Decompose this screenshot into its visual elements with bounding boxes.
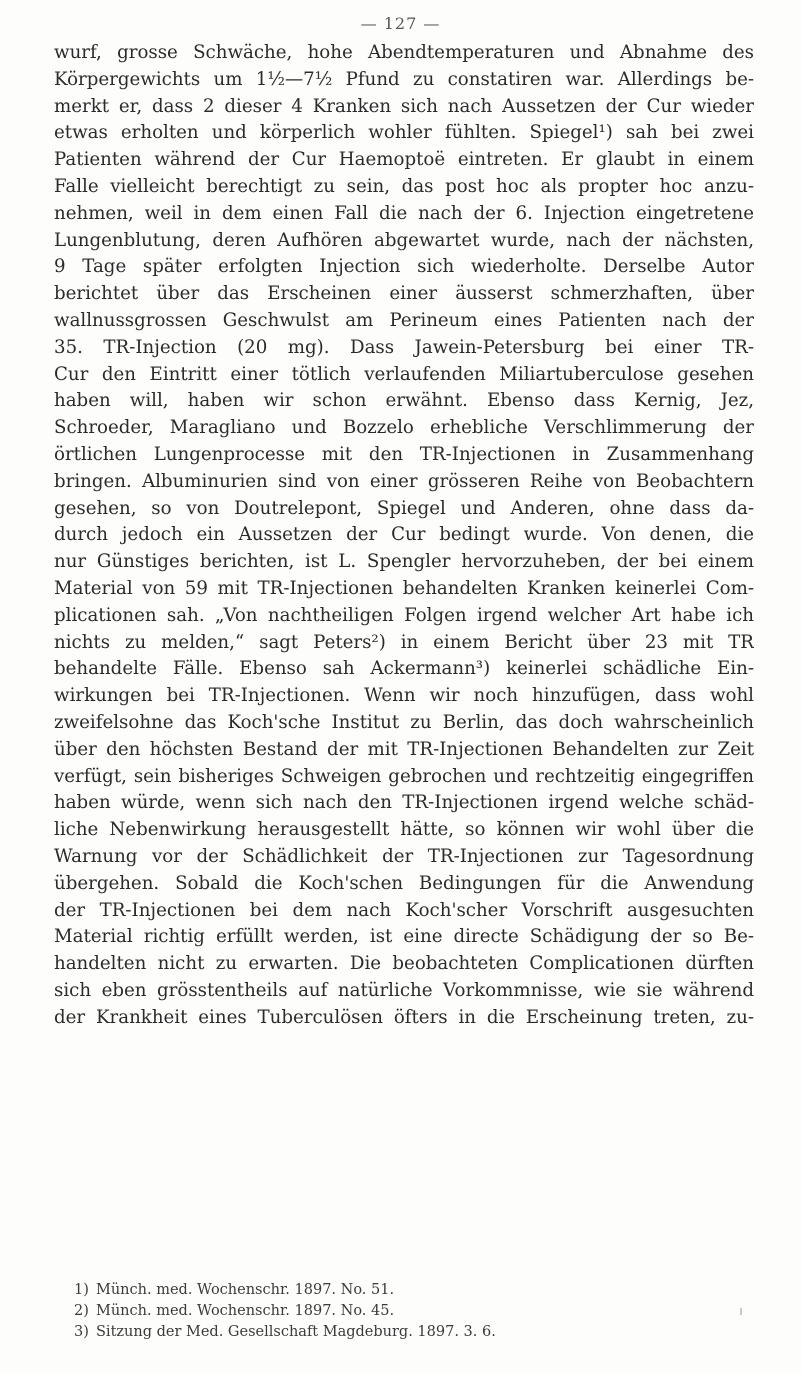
text-line: nur Günstiges berichten, ist L. Spengler hervorzuheben, der bei einem: [54, 551, 754, 573]
text-line: Schroeder, Maragliano und Bozzelo erhebliche Verschlimmerung der: [54, 417, 754, 439]
footnotes: [74, 1280, 634, 1343]
text-line: haben würde, wenn sich nach den TR-Injectionen irgend welche schäd-: [54, 792, 754, 814]
text-line: gesehen, so von Doutrelepont, Spiegel und Anderen, ohne dass da-: [54, 497, 754, 519]
text-line: Falle vielleicht berechtigt zu sein, das post hoc als propter hoc anzu-: [54, 175, 754, 197]
footnote: [74, 1322, 634, 1343]
text-line: Warnung vor der Schädlichkeit der TR-Injectionen zur Tagesordnung: [54, 845, 754, 867]
text-line: Lungenblutung, deren Aufhören abgewartet wurde, nach der nächsten,: [54, 229, 754, 251]
text-line: der Krankheit eines Tuberculösen öfters in die Erscheinung treten, zu-: [54, 1006, 754, 1028]
body-text: [54, 40, 754, 1031]
footnote: [74, 1301, 634, 1322]
text-line: durch jedoch ein Aussetzen der Cur bedingt wurde. Von denen, die: [54, 524, 754, 546]
text-line: örtlichen Lungenprocesse mit den TR-Injectionen in Zusammenhang: [54, 443, 754, 465]
text-line: zweifelsohne das Koch'sche Institut zu Berlin, das doch wahrscheinlich: [54, 711, 754, 733]
text-line: nehmen, weil in dem einen Fall die nach der 6. Injection eingetretene: [54, 202, 754, 224]
footnote-text: Sitzung der Med. Gesellschaft Magdeburg. 1897. 3. 6.: [96, 1324, 496, 1340]
text-line: 9 Tage später erfolgten Injection sich wiederholte. Derselbe Autor: [54, 256, 754, 278]
text-line: berichtet über das Erscheinen einer äusserst schmerzhaften, über: [54, 283, 754, 305]
text-line: behandelte Fälle. Ebenso sah Ackermann³) keinerlei schädliche Ein-: [54, 658, 754, 680]
footnote-mark: 2): [74, 1303, 89, 1319]
footnote-text: Münch. med. Wochenschr. 1897. No. 45.: [96, 1303, 395, 1319]
text-line: plicationen sah. „Von nachtheiligen Folgen irgend welcher Art habe ich: [54, 604, 754, 626]
text-line: sich eben grösstentheils auf natürliche Vorkommnisse, wie sie während: [54, 979, 754, 1001]
footnote-mark: 3): [74, 1324, 89, 1340]
text-line: verfügt, sein bisheriges Schweigen gebrochen und rechtzeitig eingegriffen: [54, 765, 754, 787]
text-line: übergehen. Sobald die Koch'schen Bedingungen für die Anwendung: [54, 872, 754, 894]
text-line: der TR-Injectionen bei dem nach Koch'scher Vorschrift ausgesuchten: [54, 899, 754, 921]
margin-tick-mark: [740, 1308, 742, 1315]
text-line: etwas erholten und körperlich wohler fühlten. Spiegel¹) sah bei zwei: [54, 122, 754, 144]
text-line: handelten nicht zu erwarten. Die beobachteten Complicationen dürften: [54, 953, 754, 975]
text-line: haben will, haben wir schon erwähnt. Ebenso dass Kernig, Jez,: [54, 390, 754, 412]
text-line: Patienten während der Cur Haemoptoë eintreten. Er glaubt in einem: [54, 149, 754, 171]
footnote-text: Münch. med. Wochenschr. 1897. No. 51.: [96, 1282, 395, 1298]
text-line: merkt er, dass 2 dieser 4 Kranken sich nach Aussetzen der Cur wieder: [54, 95, 754, 117]
text-line: Material richtig erfüllt werden, ist eine directe Schädigung der so Be-: [54, 926, 754, 948]
text-line: 35. TR-Injection (20 mg). Dass Jawein-Petersburg bei einer TR-: [54, 336, 754, 358]
text-line: nichts zu melden,“ sagt Peters²) in einem Bericht über 23 mit TR: [54, 631, 754, 653]
text-line: Cur den Eintritt einer tötlich verlaufenden Miliartuberculose gesehen: [54, 363, 754, 385]
footnote-mark: 1): [74, 1282, 89, 1298]
text-line: wallnussgrossen Geschwulst am Perineum eines Patienten nach der: [54, 309, 754, 331]
text-line: Material von 59 mit TR-Injectionen behandelten Kranken keinerlei Com-: [54, 577, 754, 599]
footnote: [74, 1280, 634, 1301]
text-line: liche Nebenwirkung herausgestellt hätte, so können wir wohl über die: [54, 819, 754, 841]
text-line: bringen. Albuminurien sind von einer grösseren Reihe von Beobachtern: [54, 470, 754, 492]
page-number: — 127 —: [360, 14, 441, 33]
text-line: wurf, grosse Schwäche, hohe Abendtemperaturen und Abnahme des: [54, 42, 754, 63]
text-line: wirkungen bei TR-Injectionen. Wenn wir noch hinzufügen, dass wohl: [54, 685, 754, 707]
text-line: über den höchsten Bestand der mit TR-Injectionen Behandelten zur Zeit: [54, 738, 754, 760]
text-line: Körpergewichts um 1½—7½ Pfund zu constatiren war. Allerdings be-: [54, 68, 754, 90]
